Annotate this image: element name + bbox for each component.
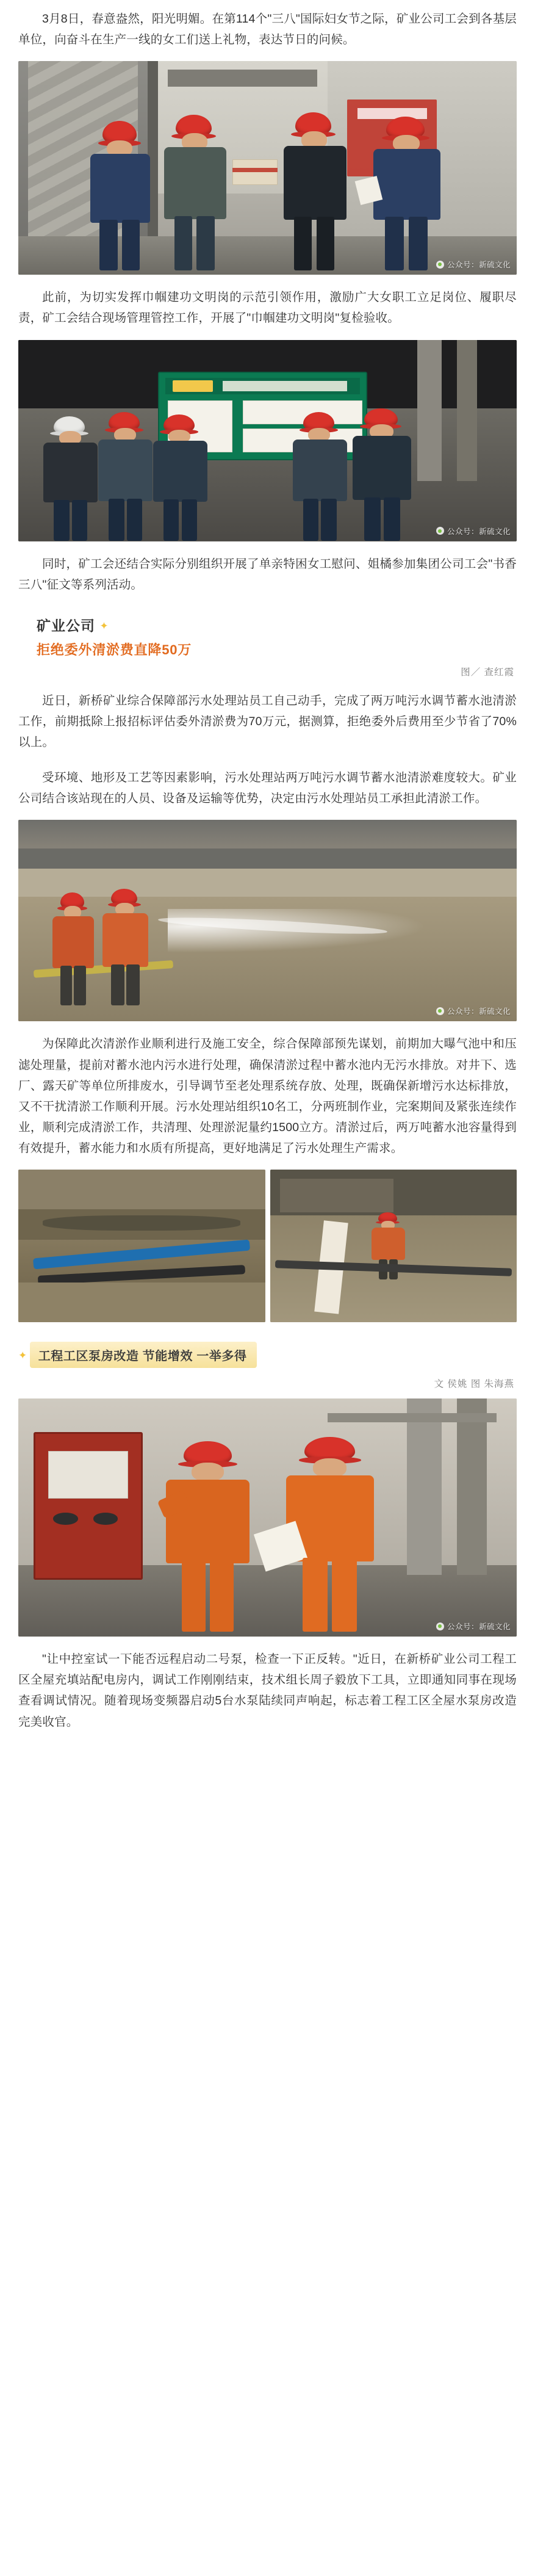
paragraph-2: 此前，为切实发挥巾帼建功文明岗的示范引领作用，激励广大女职工立足岗位、履职尽责，矿工会结合现场管理管控工作，开展了"巾帼建功文明岗"复检验收。 xyxy=(18,291,517,325)
wechat-official-account-icon xyxy=(436,527,444,535)
pump-room-commissioning-photo xyxy=(18,1398,517,1637)
gift-delivery-photo xyxy=(18,61,517,275)
section-title-mine-company: 矿业公司 ✦ xyxy=(37,617,109,634)
photo-block-gift-delivery xyxy=(18,61,517,275)
section-subtitle-desilting: 拒绝委外清淤费直降50万 xyxy=(37,642,192,657)
watermark-gift-delivery: 公众号：新硫文化 xyxy=(436,259,511,270)
paragraph-6: 为保障此次清淤作业顺利进行及施工安全，综合保障部预先谋划，前期加大曝气池中和压滤处理量，提前对蓄水池内污水进行处理，确保清淤过程中蓄水池内无污水排放。对井下、选厂、露天矿等单位所排废水，引导调节至老处理系统存放、处理，既确保新增污水达标排放，又不干扰清淤工作顺利开展。污水处理站组织10名工，分两班制作业，完案期间及紧张连续作业，顺利完成清淤工作，共清理、处理淤泥量约1500立方。清淤过后，两万吨蓄水池容量得到有效提升，蓄水能力和水质有所提高，更好地满足了污水处理生产需求。 xyxy=(18,1037,517,1155)
photo-block-desilting-details xyxy=(18,1170,517,1322)
byline-mine-company: 图／ 查红霞 xyxy=(461,667,514,678)
desilting-detail-left-photo xyxy=(18,1170,265,1322)
photo-block-desilting-wide xyxy=(18,820,517,1021)
watermark-desilting: 公众号：新硫文化 xyxy=(436,1005,511,1016)
photo-block-pump-room xyxy=(18,1398,517,1637)
desilting-detail-right-photo xyxy=(270,1170,517,1322)
paragraph-7: "让中控室试一下能否远程启动二号泵，检查一下正反转。"近日，在新桥矿业公司工程工区全屋充填站配电房内，调试工作刚刚结束，技术组长周子毅放下工具，立即通知同事在现场查看调试情况。随着现场变频器启动5台水泵陆续同声响起，标志着工程工区全屋水泵房改造完美收官。 xyxy=(18,1652,517,1729)
paragraph-4: 近日，新桥矿业综合保障部污水处理站员工自己动手，完成了两万吨污水调节蓄水池清淤工作，前期抵除上报招标评估委外清淤费为70万元，据测算，拒绝委外后费用至少节省了70%以上。 xyxy=(18,693,517,749)
star-decoration-icon: ✦ xyxy=(99,620,109,632)
section-title-pump-room: 工程工区泵房改造 节能增效 一举多得 xyxy=(30,1342,257,1368)
paragraph-5: 受环境、地形及工艺等因素影响，污水处理站两万吨污水调节蓄水池清淤难度较大。矿业公司结合该站现在的人员、设备及运输等优势，决定由污水处理站员工承担此清淤工作。 xyxy=(18,771,517,806)
wechat-official-account-icon xyxy=(436,1623,444,1630)
desilting-operation-photo xyxy=(18,820,517,1021)
star-decoration-icon: ✦ xyxy=(18,1350,27,1362)
paragraph-1: 3月8日，春意盎然，阳光明媚。在第114个"三八"国际妇女节之际，矿业公司工会到各基层单位，向奋斗在生产一线的女工们送上礼物，表达节日的问候。 xyxy=(18,12,517,47)
wechat-official-account-icon xyxy=(436,261,444,269)
watermark-inspection: 公众号：新硫文化 xyxy=(436,526,511,537)
civilized-post-inspection-photo xyxy=(18,340,517,541)
paragraph-3: 同时，矿工会还结合实际分别组织开展了单亲特困女工慰问、姐橘参加集团公司工会"书香三八"征文等系列活动。 xyxy=(18,557,517,592)
photo-block-inspection xyxy=(18,340,517,541)
watermark-pump-room: 公众号：新硫文化 xyxy=(436,1621,511,1632)
section-title-row-pump-room xyxy=(0,1326,535,1370)
wechat-official-account-icon xyxy=(436,1007,444,1015)
byline-pump-room: 文 侯姚 图 朱海燕 xyxy=(434,1379,514,1390)
